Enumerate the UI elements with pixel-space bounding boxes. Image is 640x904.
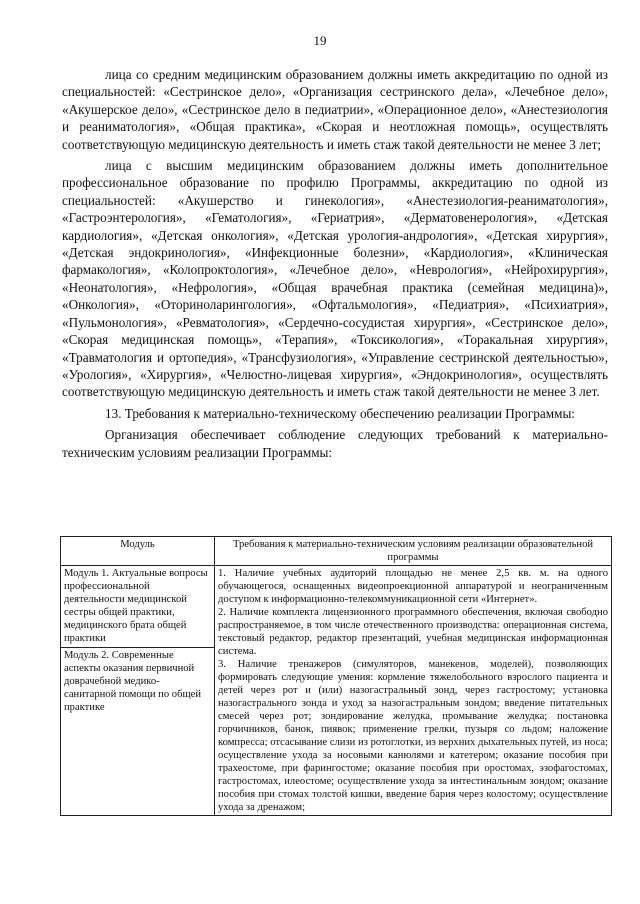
table-row	[61, 566, 612, 816]
header-module: Модуль	[61, 537, 215, 566]
body-text	[62, 66, 608, 461]
requirements-cell	[215, 566, 612, 816]
paragraph-higher-education: лица с высшим медицинским образованием должны иметь дополнительное профессиональное образование по профилю Программы, аккредитацию по одной из специальностей: «Акушерство и гинекология», «Анестезиология-реаниматология», «Гастроэнтерология», «Гематология», «Гериатрия», «Дерматовенерология», «Детская кардиология», «Детская онкология», «Детская урология-андрология», «Детская хирургия», «Детская эндокринология», «Инфекционные болезни», «Кардиология», «Клиническая фармакология», «Колопроктология», «Лечебное дело», «Неврология», «Нейрохирургия», «Неонатология», «Нефрология», «Общая врачебная практика (семейная медицина)», «Онкология», «Оториноларингология», «Офтальмология», «Педиатрия», «Психиатрия», «Пульмонология», «Ревматология», «Сердечно-сосудистая хирургия», «Сестринское дело», «Скорая медицинская помощь», «Терапия», «Токсикология», «Торакальная хирургия», «Травматология и ортопедия», «Трансфузиология», «Управление сестринской деятельностью», «Урология», «Хирургия», «Челюстно-лицевая хирургия», «Эндокринология», осуществлять соответствующую медицинскую деятельность и иметь стаж такой деятельности не менее 3 лет.	[62, 158, 608, 400]
modules-cell	[61, 566, 215, 816]
requirement-3: 3. Наличие тренажеров (симуляторов, манекенов, моделей), позволяющих формировать следующие умения: кормление тяжелобольного взрослого пациента и детей через рот и (или) назогастральный зонд, через гастростому; установка назогастрального зонда и уход за назогастральным зондом; введение питательных смесей через рот; зондирование желудка, промывание желудка; постановка горчичников, банок, пиявок; применение грелки, пузыря со льдом; наложение компресса; отсасывание слизи из ротоглотки, из верхних дыхательных путей, из носа; осуществление ухода за носовыми канюлями и катетером; оказание пособия при трахеостоме, при фарингостоме; оказание пособия при оростомах, эзофагостомах, гастростомах, илеостоме; осуществление ухода за интестинальным зондом; оказание пособия при стомах толстой кишки, введение бария через колостому; осуществление ухода за дренажом;	[218, 659, 608, 813]
module-1: Модуль 1. Актуальные вопросы профессиональной деятельности медицинской сестры общей практики, медицинского брата общей практики	[64, 568, 208, 644]
header-requirements: Требования к материально-техническим условиям реализации образовательной программы	[215, 537, 612, 566]
module-2: Модуль 2. Современные аспекты оказания первичной доврачебной медико-санитарной помощи по общей практике	[61, 647, 214, 714]
requirement-2: 2. Наличие комплекта лицензионного программного обеспечения, включая свободно распространяемое, в том числе отечественного производства: операционная система, текстовый редактор, редактор презентаций, учебная медицинская информационная система.	[218, 607, 608, 657]
paragraph-organization: Организация обеспечивает соблюдение следующих требований к материально-техническим условиям реализации Программы:	[62, 427, 608, 460]
section-heading-13: 13. Требования к материально-техническому обеспечению реализации Программы:	[105, 405, 575, 421]
page-number: 19	[313, 33, 327, 48]
requirement-1: 1. Наличие учебных аудиторий площадью не менее 2,5 кв. м. на одного обучающегося, оснащенных видеопроекционной аппаратурой и неограниченным доступом к информационно-телекоммуникационной сети «Интернет».	[218, 568, 608, 605]
requirements-table	[60, 536, 612, 816]
paragraph-secondary-education: лица со средним медицинским образованием должны иметь аккредитацию по одной из специальностей: «Сестринское дело», «Организация сестринского дела», «Лечебное дело», «Акушерское дело», «Сестринское дело в педиатрии», «Операционное дело», «Анестезиология и реаниматология», «Общая практика», «Скорая и неотложная помощь», осуществлять соответствующую медицинскую деятельность и иметь стаж такой деятельности не менее 3 лет;	[62, 67, 608, 152]
table-header-row	[61, 537, 612, 566]
